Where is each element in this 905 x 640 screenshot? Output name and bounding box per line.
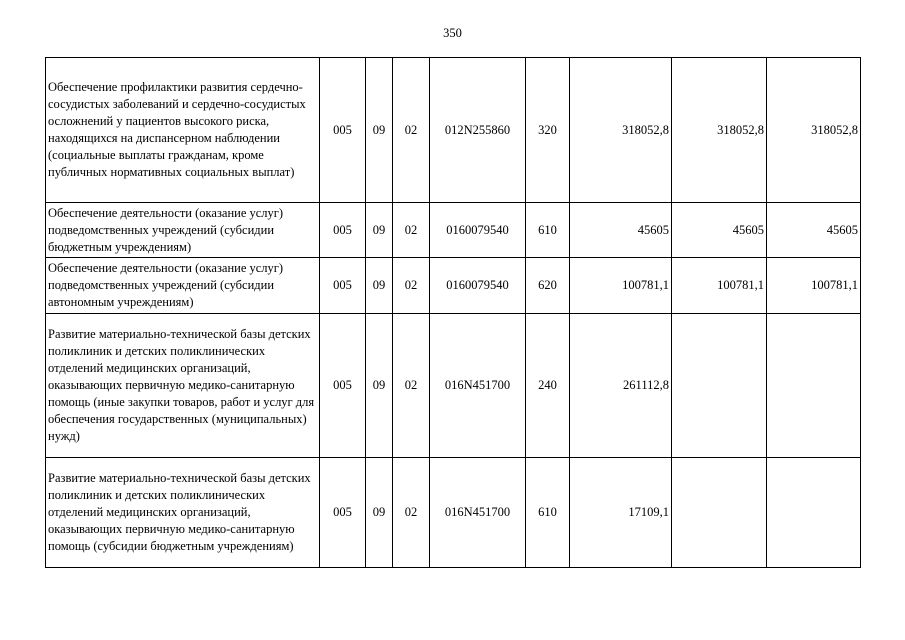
amount-year-3 [767,314,861,458]
target-article-code: 012N255860 [430,58,526,203]
section-code: 09 [366,258,393,314]
table-row [46,203,861,258]
target-article-code: 0160079540 [430,203,526,258]
section-code: 09 [366,314,393,458]
amount-year-3: 100781,1 [767,258,861,314]
expense-type-code: 240 [526,314,570,458]
subsection-code: 02 [393,258,430,314]
subsection-code: 02 [393,314,430,458]
row-description: Обеспечение профилактики развития сердечно-сосудистых заболеваний и сердечно-сосудистых осложнений у пациентов высокого риска, находящихся на диспансерном наблюдении (социальные выплаты гражданам, кроме публичных нормативных социальных выплат) [46,58,320,203]
table-row [46,458,861,568]
row-description: Развитие материально-технической базы детских поликлиник и детских поликлинических отделений медицинских организаций, оказывающих первичную медико-санитарную помощь (иные закупки товаров, работ и услуг для обеспечения государственных (муниципальных) нужд) [46,314,320,458]
amount-year-1: 261112,8 [570,314,672,458]
ministry-code: 005 [320,314,366,458]
budget-table [45,57,861,568]
table-row [46,58,861,203]
table-row [46,314,861,458]
amount-year-1: 318052,8 [570,58,672,203]
ministry-code: 005 [320,58,366,203]
table-row [46,258,861,314]
amount-year-2 [672,458,767,568]
subsection-code: 02 [393,458,430,568]
expense-type-code: 320 [526,58,570,203]
section-code: 09 [366,58,393,203]
expense-type-code: 610 [526,458,570,568]
row-description: Обеспечение деятельности (оказание услуг) подведомственных учреждений (субсидии автономным учреждениям) [46,258,320,314]
page-number: 350 [443,26,462,40]
amount-year-2: 100781,1 [672,258,767,314]
section-code: 09 [366,203,393,258]
amount-year-3: 318052,8 [767,58,861,203]
amount-year-2: 45605 [672,203,767,258]
row-description: Развитие материально-технической базы детских поликлиник и детских поликлинических отделений медицинских организаций, оказывающих первичную медико-санитарную помощь (субсидии бюджетным учреждениям) [46,458,320,568]
amount-year-3: 45605 [767,203,861,258]
amount-year-3 [767,458,861,568]
expense-type-code: 610 [526,203,570,258]
amount-year-1: 100781,1 [570,258,672,314]
subsection-code: 02 [393,58,430,203]
section-code: 09 [366,458,393,568]
amount-year-2 [672,314,767,458]
subsection-code: 02 [393,203,430,258]
target-article-code: 0160079540 [430,258,526,314]
ministry-code: 005 [320,258,366,314]
target-article-code: 016N451700 [430,458,526,568]
amount-year-1: 17109,1 [570,458,672,568]
amount-year-1: 45605 [570,203,672,258]
target-article-code: 016N451700 [430,314,526,458]
amount-year-2: 318052,8 [672,58,767,203]
row-description: Обеспечение деятельности (оказание услуг) подведомственных учреждений (субсидии бюджетным учреждениям) [46,203,320,258]
ministry-code: 005 [320,458,366,568]
expense-type-code: 620 [526,258,570,314]
ministry-code: 005 [320,203,366,258]
